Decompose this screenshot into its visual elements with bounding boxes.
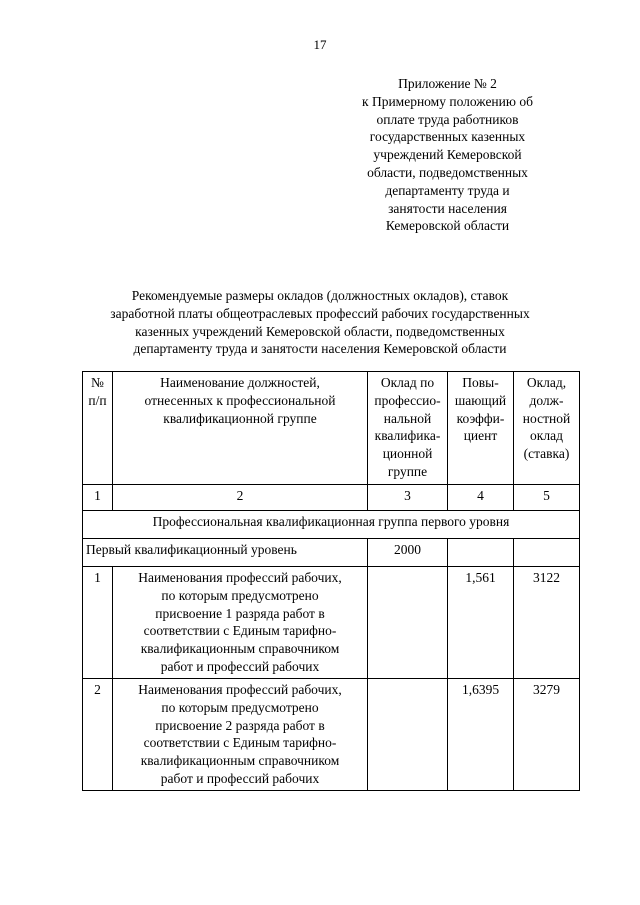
column-number: 1 <box>83 485 113 511</box>
header-text: шающий <box>454 392 507 408</box>
profession-line: работ и профессий рабочих <box>160 658 320 674</box>
level-base-salary: 2000 <box>368 539 448 567</box>
profession-name <box>113 679 368 791</box>
appendix-line: оплате труда работников <box>376 111 519 127</box>
header-cell-coefficient <box>448 372 514 485</box>
appendix-line: учреждений Кемеровской <box>373 147 522 163</box>
header-text: п/п <box>88 392 107 408</box>
title-line: департаменту труда и занятости населения Кемеровской области <box>133 341 507 357</box>
header-text: ностной <box>522 410 571 426</box>
header-text: Оклад, <box>526 375 567 390</box>
header-text: группе <box>387 463 428 479</box>
column-number: 2 <box>113 485 368 511</box>
header-text: отнесенных к профессиональной <box>144 392 336 408</box>
profession-line: присвоение 2 разряда работ в <box>155 717 325 733</box>
group-title: Профессиональная квалификационная группа первого уровня <box>83 511 580 539</box>
row-number: 1 <box>83 567 113 679</box>
header-text: профессио- <box>374 392 441 408</box>
column-number: 4 <box>448 485 514 511</box>
appendix-line: к Примерному положению об <box>362 93 533 109</box>
appendix-line: занятости населения <box>388 200 507 216</box>
profession-line: квалификационным справочником <box>140 753 340 769</box>
level-label: Первый квалификационный уровень <box>83 539 368 567</box>
appendix-line: Кемеровской области <box>385 218 510 234</box>
empty-cell <box>448 539 514 567</box>
table-row <box>83 567 580 679</box>
profession-line: соответствии с Единым тарифно- <box>143 623 337 639</box>
profession-line: Наименования профессий рабочих, <box>138 682 342 697</box>
page-number: 17 <box>313 37 327 52</box>
header-cell-salary <box>514 372 580 485</box>
header-text: (ставка) <box>523 446 570 462</box>
table-row <box>83 679 580 791</box>
qualification-level-row <box>83 539 580 567</box>
header-text: Оклад по <box>380 375 435 390</box>
header-text: Повы- <box>462 375 499 390</box>
column-number: 3 <box>368 485 448 511</box>
profession-line: по которым предусмотрено <box>161 587 319 603</box>
header-text: ционной <box>382 446 433 462</box>
profession-line: работ и профессий рабочих <box>160 770 320 786</box>
coefficient-value: 1,561 <box>448 567 514 679</box>
header-text: № <box>91 375 104 390</box>
salary-value: 3279 <box>514 679 580 791</box>
header-cell-number <box>83 372 113 485</box>
appendix-line: Приложение № 2 <box>398 76 497 91</box>
profession-line: Наименования профессий рабочих, <box>138 570 342 585</box>
header-text: долж- <box>529 392 564 408</box>
header-text: циент <box>463 428 498 444</box>
empty-cell <box>368 567 448 679</box>
document-title <box>60 287 580 358</box>
header-text: оклад <box>530 428 563 444</box>
header-text: квалифика- <box>374 428 441 444</box>
header-text: квалификационной группе <box>163 410 317 426</box>
salary-table <box>82 371 580 791</box>
appendix-block <box>335 75 560 235</box>
row-number: 2 <box>83 679 113 791</box>
header-cell-position-name <box>113 372 368 485</box>
title-line: заработной платы общеотраслевых профессий рабочих государственных <box>110 305 530 321</box>
appendix-line: департаменту труда и <box>385 182 510 198</box>
salary-value: 3122 <box>514 567 580 679</box>
appendix-line: государственных казенных <box>369 129 526 145</box>
profession-line: квалификационным справочником <box>140 641 340 657</box>
header-text: Наименование должностей, <box>160 375 320 390</box>
empty-cell <box>514 539 580 567</box>
profession-name <box>113 567 368 679</box>
header-text: нальной <box>383 410 432 426</box>
empty-cell <box>368 679 448 791</box>
header-text: коэффи- <box>456 410 505 426</box>
column-number: 5 <box>514 485 580 511</box>
title-line: Рекомендуемые размеры окладов (должностных окладов), ставок <box>131 288 509 303</box>
title-line: казенных учреждений Кемеровской области, подведомственных <box>135 323 505 339</box>
group-title-row <box>83 511 580 539</box>
coefficient-value: 1,6395 <box>448 679 514 791</box>
header-cell-base-salary <box>368 372 448 485</box>
appendix-line: области, подведомственных <box>367 164 528 180</box>
profession-line: по которым предусмотрено <box>161 699 319 715</box>
profession-line: присвоение 1 разряда работ в <box>155 605 325 621</box>
table-header-row <box>83 372 580 485</box>
column-number-row <box>83 485 580 511</box>
profession-line: соответствии с Единым тарифно- <box>143 735 337 751</box>
